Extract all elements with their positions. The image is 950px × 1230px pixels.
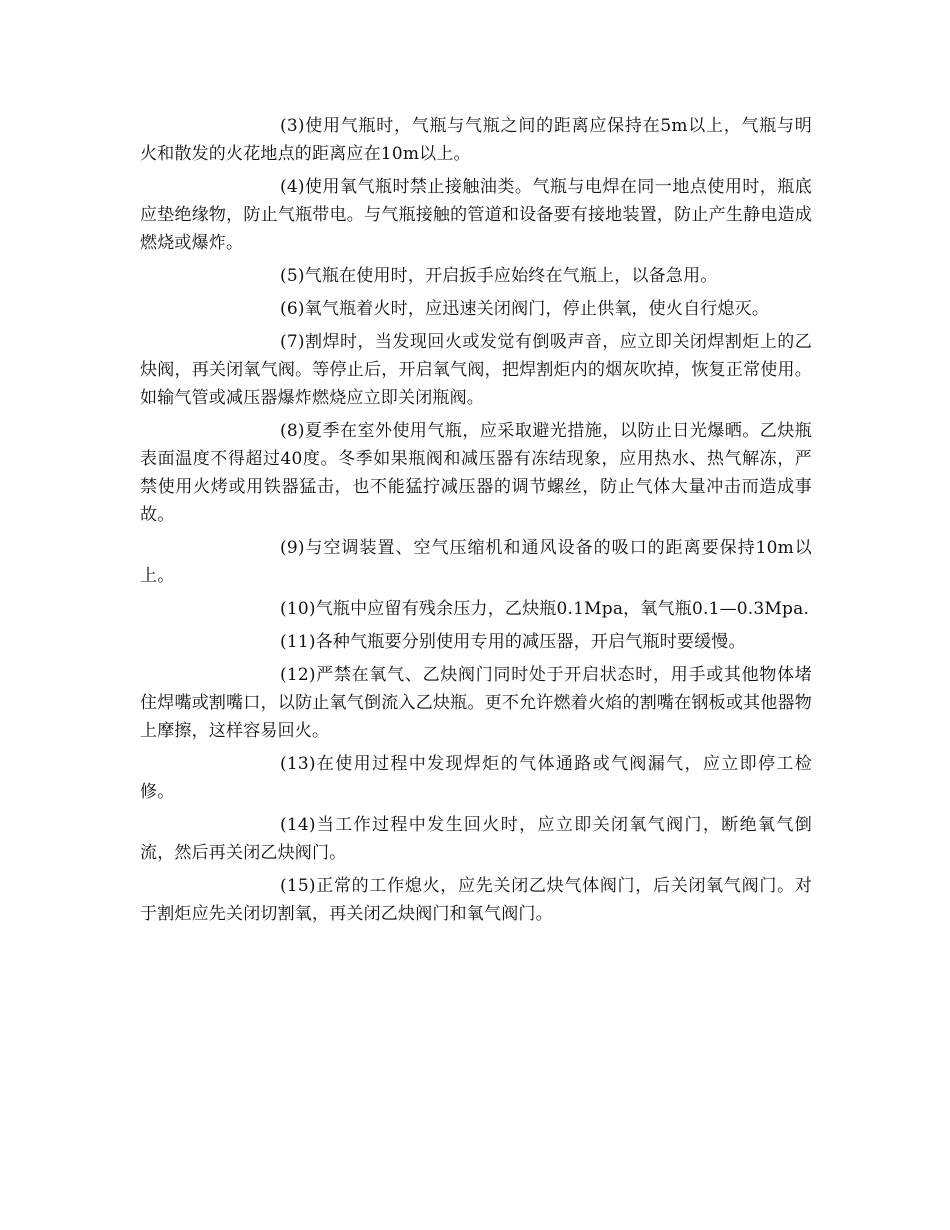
paragraph-item-9: (9)与空调装置、空气压缩机和通风设备的吸口的距离要保持10m以上。 bbox=[140, 538, 812, 586]
paragraph-item-10: (10)气瓶中应留有残余压力，乙炔瓶0.1Mpa，氧气瓶0.1—0.3Mpa. bbox=[280, 599, 810, 619]
paragraph-item-15: (15)正常的工作熄火，应先关闭乙炔气体阀门，后关闭氧气阀门。对于割炬应先关闭切割氧，再关闭乙炔阀门和氧气阀门。 bbox=[140, 876, 812, 924]
paragraph-item-3: (3)使用气瓶时，气瓶与气瓶之间的距离应保持在5m以上，气瓶与明火和散发的火花地点的距离应在10m以上。 bbox=[140, 116, 812, 164]
paragraph-item-7: (7)割焊时，当发现回火或发觉有倒吸声音，应立即关闭焊割炬上的乙炔阀，再关闭氧气阀。等停止后，开启氧气阀，把焊割炬内的烟灰吹掉，恢复正常使用。如输气管或减压器爆炸燃烧应立即关闭瓶阀。 bbox=[140, 332, 812, 408]
paragraph-item-14: (14)当工作过程中发生回火时，应立即关闭氧气阀门，断绝氧气倒流，然后再关闭乙炔阀门。 bbox=[140, 815, 812, 863]
paragraph-item-6: (6)氧气瓶着火时，应迅速关闭阀门，停止供氧，使火自行熄灭。 bbox=[280, 299, 770, 319]
paragraph-item-12: (12)严禁在氧气、乙炔阀门同时处于开启状态时，用手或其他物体堵住焊嘴或割嘴口，以防止氧气倒流入乙炔瓶。更不允许燃着火焰的割嘴在钢板或其他器物上摩擦，这样容易回火。 bbox=[140, 665, 812, 741]
paragraph-item-11: (11)各种气瓶要分别使用专用的减压器，开启气瓶时要缓慢。 bbox=[280, 632, 746, 652]
paragraph-item-5: (5)气瓶在使用时，开启扳手应始终在气瓶上，以备急用。 bbox=[280, 266, 718, 286]
paragraph-item-13: (13)在使用过程中发现焊炬的气体通路或气阀漏气，应立即停工检修。 bbox=[140, 754, 812, 802]
paragraph-item-4: (4)使用氧气瓶时禁止接触油类。气瓶与电焊在同一地点使用时，瓶底应垫绝缘物，防止气瓶带电。与气瓶接触的管道和设备要有接地装置，防止产生静电造成燃烧或爆炸。 bbox=[140, 177, 812, 253]
document-page bbox=[140, 112, 812, 928]
paragraph-item-8: (8)夏季在室外使用气瓶，应采取避光措施，以防止日光爆晒。乙炔瓶表面温度不得超过40度。冬季如果瓶阀和减压器有冻结现象，应用热水、热气解冻，严禁使用火烤或用铁器猛击，也不能猛拧减压器的调节螺丝，防止气体大量冲击而造成事故。 bbox=[140, 421, 812, 525]
